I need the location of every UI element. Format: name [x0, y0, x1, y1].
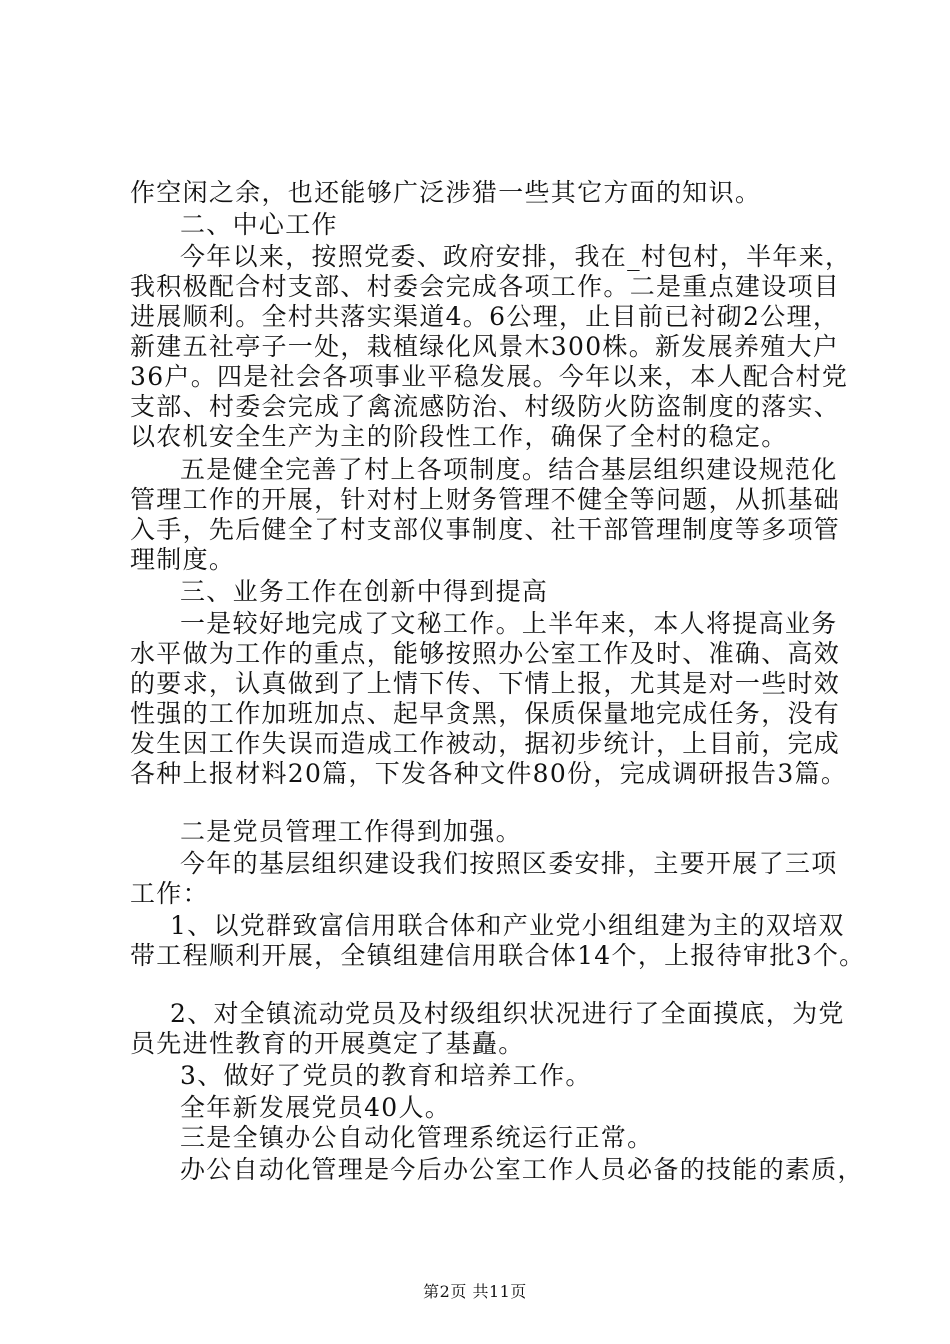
text-line: 一是较好地完成了文秘工作。上半年来，本人将提高业务 [180, 609, 838, 638]
section-heading: 二、中心工作 [180, 210, 338, 239]
text-line: 带工程顺利开展，全镇组建信用联合体14个，上报待审批3个。 [130, 941, 866, 970]
text-line: 理制度。 [130, 545, 236, 574]
text-line: 工作： [130, 879, 209, 908]
page-footer: 第2页 共11页 [423, 1282, 527, 1301]
text-line: 今年的基层组织建设我们按照区委安排，主要开展了三项 [180, 849, 838, 878]
text-line: 36户。四是社会各项事业平稳发展。今年以来，本人配合村党 [130, 362, 849, 391]
text-line: 发生因工作失误而造成工作被动，据初步统计，上目前，完成 [130, 729, 841, 758]
text-line: 二是党员管理工作得到加强。 [180, 817, 522, 846]
text-line: 我积极配合村支部、村委会完成各项工作。二是重点建设项目 [130, 272, 841, 301]
section-heading: 三、业务工作在创新中得到提高 [180, 577, 549, 606]
text-line: 各种上报材料20篇，下发各种文件80份，完成调研报告3篇。 [130, 759, 848, 788]
text-line: 以农机安全生产为主的阶段性工作，确保了全村的稳定。 [130, 422, 788, 451]
text-line: 水平做为工作的重点，能够按照办公室工作及时、准确、高效 [130, 639, 841, 668]
text-line: 新建五社亭子一处，栽植绿化风景木300株。新发展养殖大户 [130, 332, 840, 361]
text-line: 的要求，认真做到了上情下传、下情上报，尤其是对一些时效 [130, 669, 841, 698]
text-line: 五是健全完善了村上各项制度。结合基层组织建设规范化 [180, 455, 838, 484]
list-item: 3、做好了党员的教育和培养工作。 [180, 1061, 592, 1090]
text-line: 全年新发展党员40人。 [180, 1093, 452, 1122]
text-line: 三是全镇办公自动化管理系统运行正常。 [180, 1123, 654, 1152]
text-line: 支部、村委会完成了禽流感防治、村级防火防盗制度的落实、 [130, 392, 841, 421]
text-line: 员先进性教育的开展奠定了基矗。 [130, 1029, 525, 1058]
list-item: 2、对全镇流动党员及村级组织状况进行了全面摸底，为党 [170, 999, 845, 1028]
list-item: 1、以党群致富信用联合体和产业党小组组建为主的双培双 [170, 911, 845, 940]
text-line: 作空闲之余，也还能够广泛涉猎一些其它方面的知识。 [130, 178, 762, 207]
text-line: 办公自动化管理是今后办公室工作人员必备的技能的素质， [180, 1155, 864, 1184]
text-line: 进展顺利。全村共落实渠道4。6公理，止目前已衬砌2公理， [130, 302, 840, 331]
text-line: 入手，先后健全了村支部仪事制度、社干部管理制度等多项管 [130, 515, 841, 544]
text-line: 管理工作的开展，针对村上财务管理不健全等问题，从抓基础 [130, 485, 841, 514]
text-line: 性强的工作加班加点、起早贪黑，保质保量地完成任务，没有 [130, 699, 841, 728]
text-line: 今年以来，按照党委、政府安排，我在_村包村，半年来， [180, 242, 852, 271]
